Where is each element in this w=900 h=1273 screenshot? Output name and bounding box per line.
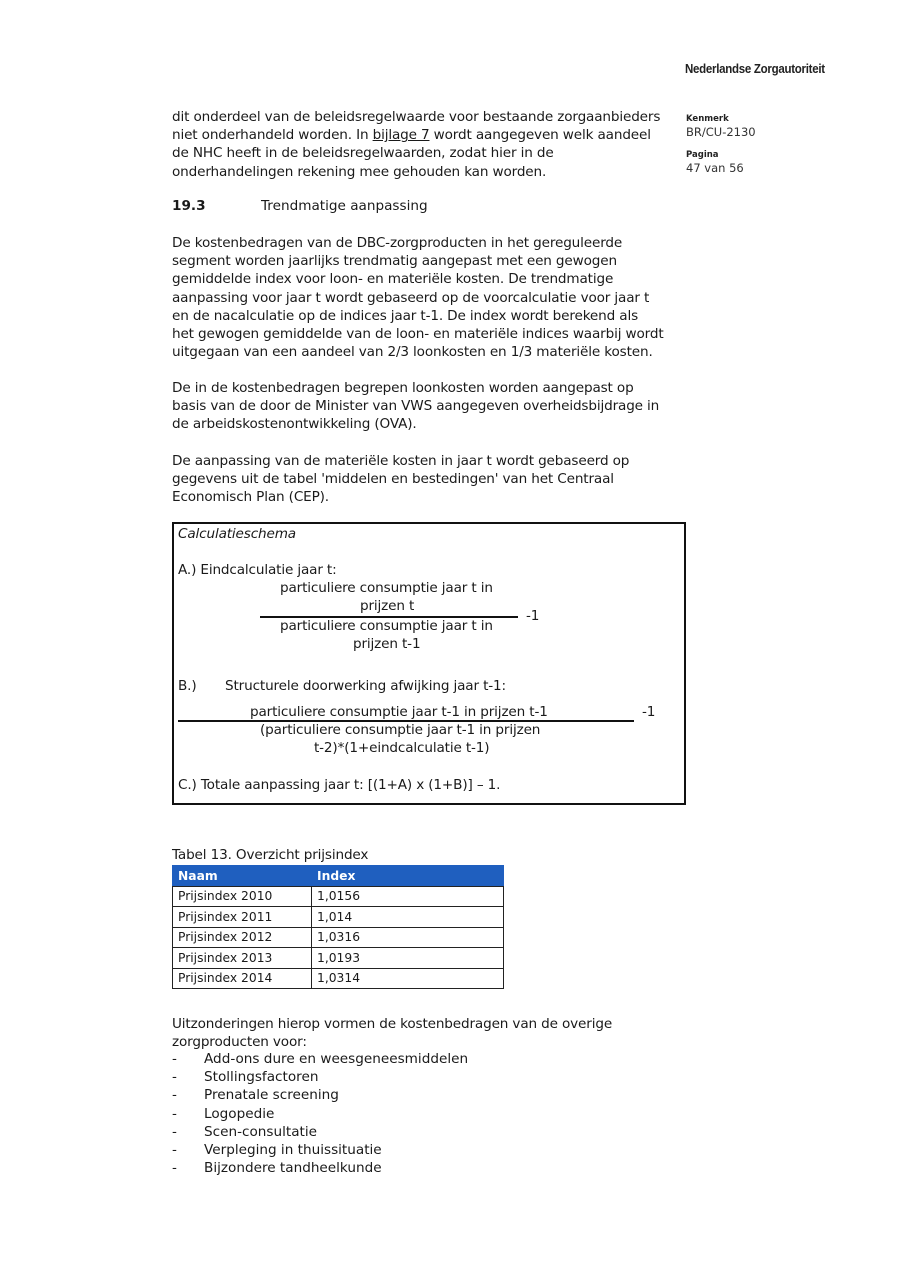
- table-row: [173, 927, 504, 948]
- column-header-index: Index: [312, 866, 504, 887]
- pagina-label: Pagina: [686, 150, 719, 160]
- paragraph-line: De in de kostenbedragen begrepen loonkosten worden aangepast op: [172, 380, 634, 396]
- prijsindex-table: [172, 865, 504, 989]
- calculatieschema-box: [172, 522, 686, 805]
- cell-naam: Prijsindex 2011: [173, 907, 312, 928]
- column-header-naam: Naam: [173, 866, 312, 887]
- kenmerk-block: [686, 114, 756, 139]
- section-title: Trendmatige aanpassing: [261, 198, 428, 214]
- list-item: [172, 1141, 468, 1159]
- formula-c-label: C.) Totale aanpassing jaar t: [(1+A) x (1+B)] – 1.: [178, 777, 501, 793]
- cell-naam: Prijsindex 2010: [173, 886, 312, 907]
- paragraph-line: uitgegaan van een aandeel van 2/3 loonkosten en 1/3 materiële kosten.: [172, 344, 653, 361]
- list-item: [172, 1050, 468, 1068]
- list-item-text: Prenatale screening: [204, 1087, 339, 1104]
- formula-b-prefix: B.): [178, 678, 197, 694]
- formula-b-minus-one: -1: [642, 704, 656, 720]
- kenmerk-value: BR/CU-2130: [686, 125, 756, 139]
- list-item: [172, 1159, 468, 1177]
- table-row: [173, 907, 504, 928]
- table-row: [173, 968, 504, 989]
- pagina-value: 47 van 56: [686, 161, 744, 175]
- list-item-text: Stollingsfactoren: [204, 1069, 319, 1086]
- paragraph-line: gemiddelde index voor loon- en materiële kosten. De trendmatige: [172, 271, 614, 288]
- dash-bullet: -: [172, 1105, 177, 1122]
- table-header-row: [173, 866, 504, 887]
- calculatieschema-title: Calculatieschema: [178, 526, 296, 542]
- cell-index: 1,0193: [312, 948, 504, 969]
- paragraph-line: zorgproducten voor:: [172, 1034, 307, 1051]
- dash-bullet: -: [172, 1051, 177, 1067]
- paragraph-trend: [172, 234, 692, 361]
- paragraph-line: segment worden jaarlijks trendmatig aangepast met een gewogen: [172, 253, 617, 270]
- paragraph-line: Uitzonderingen hierop vormen de kostenbedragen van de overige: [172, 1016, 613, 1032]
- formula-a-denominator-2: prijzen t-1: [353, 636, 421, 652]
- organization-name: Nederlandse Zorgautoriteit: [685, 62, 825, 76]
- cell-index: 1,0316: [312, 927, 504, 948]
- list-item-text: Scen-consultatie: [204, 1123, 317, 1140]
- list-item-text: Add-ons dure en weesgeneesmiddelen: [204, 1051, 469, 1067]
- formula-b-numerator: particuliere consumptie jaar t-1 in prijzen t-1: [250, 704, 548, 720]
- formula-b-denominator-1: (particuliere consumptie jaar t-1 in prijzen: [260, 722, 541, 738]
- paragraph-line: De kostenbedragen van de DBC-zorgproducten in het gereguleerde: [172, 235, 623, 251]
- formula-b-label: Structurele doorwerking afwijking jaar t-1:: [225, 678, 506, 694]
- paragraph-line: aanpassing voor jaar t wordt gebaseerd op de voorcalculatie voor jaar t: [172, 289, 650, 306]
- formula-a-minus-one: -1: [526, 608, 540, 624]
- bijlage-7-link[interactable]: bijlage 7: [372, 127, 430, 144]
- paragraph-line: het gewogen gemiddelde van de loon- en materiële indices waarbij wordt: [172, 326, 664, 343]
- cell-naam: Prijsindex 2012: [173, 927, 312, 948]
- dash-bullet: -: [172, 1142, 177, 1159]
- cell-index: 1,014: [312, 907, 504, 928]
- paragraph-line: gegevens uit de tabel 'middelen en bestedingen' van het Centraal: [172, 471, 614, 488]
- table-row: [173, 948, 504, 969]
- exceptions-list: [172, 1050, 468, 1177]
- cell-index: 1,0156: [312, 886, 504, 907]
- list-item: [172, 1105, 468, 1123]
- table-row: [173, 886, 504, 907]
- dash-bullet: -: [172, 1069, 177, 1086]
- intro-text: wordt aangegeven welk aandeel: [429, 127, 651, 144]
- paragraph-loonkosten: [172, 379, 692, 434]
- list-item-text: Verpleging in thuissituatie: [204, 1142, 382, 1159]
- formula-b-denominator-2: t-2)*(1+eindcalculatie t-1): [314, 740, 490, 756]
- paragraph-line: en de nacalculatie op de indices jaar t-1. De index wordt berekend als: [172, 307, 638, 324]
- paragraph-line: De aanpassing van de materiële kosten in jaar t wordt gebaseerd op: [172, 453, 630, 469]
- intro-line: [172, 126, 692, 144]
- table-caption: Tabel 13. Overzicht prijsindex: [172, 847, 369, 863]
- kenmerk-label: Kenmerk: [686, 114, 729, 124]
- section-heading: [172, 198, 428, 214]
- dash-bullet: -: [172, 1123, 177, 1140]
- cell-index: 1,0314: [312, 968, 504, 989]
- formula-a-numerator-1: particuliere consumptie jaar t in: [280, 580, 493, 596]
- pagina-block: [686, 150, 744, 175]
- list-item: [172, 1068, 468, 1086]
- section-number: 19.3: [172, 198, 206, 214]
- cell-naam: Prijsindex 2014: [173, 968, 312, 989]
- intro-text: niet onderhandeld worden. In: [172, 127, 373, 144]
- intro-line: de NHC heeft in de beleidsregelwaarden, zodat hier in de: [172, 145, 554, 162]
- dash-bullet: -: [172, 1087, 177, 1104]
- paragraph-line: basis van de door de Minister van VWS aangegeven overheidsbijdrage in: [172, 398, 660, 415]
- list-item-text: Bijzondere tandheelkunde: [204, 1160, 382, 1177]
- formula-a-label: A.) Eindcalculatie jaar t:: [178, 562, 337, 578]
- paragraph-materiele-kosten: [172, 452, 692, 507]
- cell-naam: Prijsindex 2013: [173, 948, 312, 969]
- exceptions-intro: [172, 1015, 692, 1051]
- list-item: [172, 1123, 468, 1141]
- paragraph-line: Economisch Plan (CEP).: [172, 489, 329, 506]
- intro-paragraph: [172, 108, 692, 181]
- list-item: [172, 1086, 468, 1104]
- paragraph-line: de arbeidskostenontwikkeling (OVA).: [172, 416, 417, 433]
- intro-line: onderhandelingen rekening mee gehouden kan worden.: [172, 163, 547, 180]
- formula-a-denominator-1: particuliere consumptie jaar t in: [280, 618, 493, 634]
- intro-line: dit onderdeel van de beleidsregelwaarde voor bestaande zorgaanbieders: [172, 109, 661, 125]
- dash-bullet: -: [172, 1160, 177, 1177]
- list-item-text: Logopedie: [204, 1105, 275, 1122]
- formula-a-numerator-2: prijzen t: [360, 598, 415, 614]
